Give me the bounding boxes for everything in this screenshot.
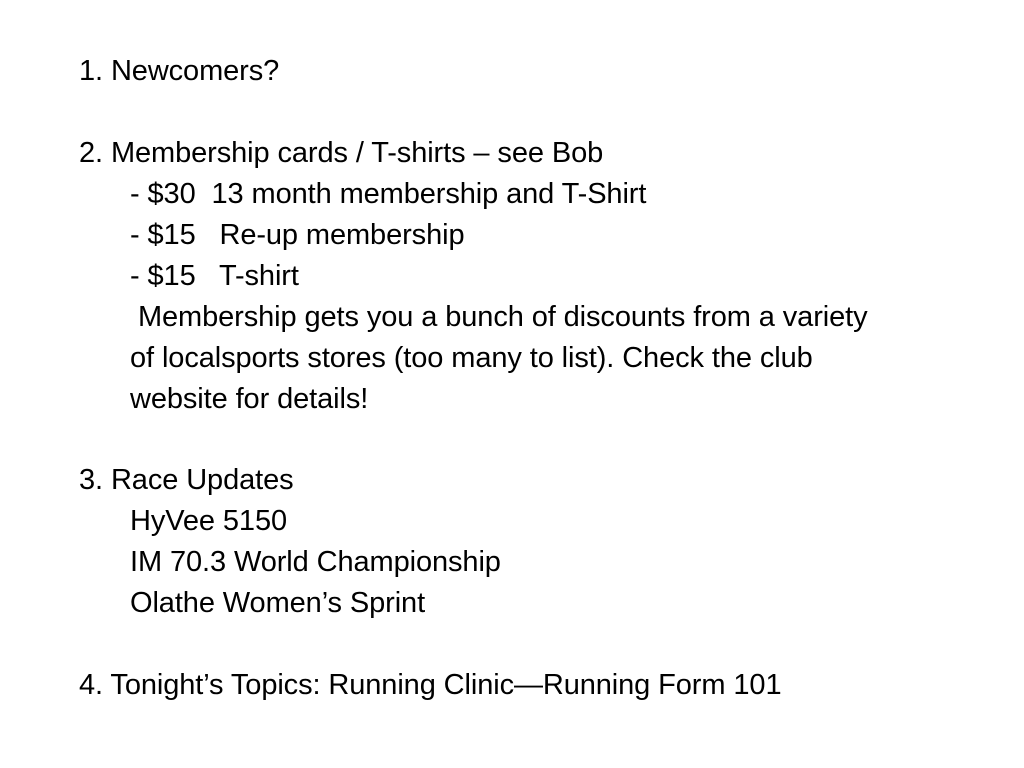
membership-note-line: of localsports stores (too many to list). Check the club [130,342,813,374]
item-tonights-topics-heading: 4. Tonight’s Topics: Running Clinic—Running Form 101 [79,669,782,701]
item-race-updates-heading: 3. Race Updates [79,464,294,496]
item-membership-heading: 2. Membership cards / T-shirts – see Bob [79,137,604,169]
membership-price-item: - $15 T-shirt [130,260,299,292]
race-item: Olathe Women’s Sprint [130,587,426,619]
item-newcomers-heading: 1. Newcomers? [79,55,280,87]
membership-note-line: website for details! [130,383,369,415]
membership-note-line: Membership gets you a bunch of discounts from a variety [130,301,868,333]
race-item: HyVee 5150 [130,505,288,537]
race-item: IM 70.3 World Championship [130,546,501,578]
membership-price-item: - $30 13 month membership and T-Shirt [130,178,647,210]
membership-price-item: - $15 Re-up membership [130,219,465,251]
